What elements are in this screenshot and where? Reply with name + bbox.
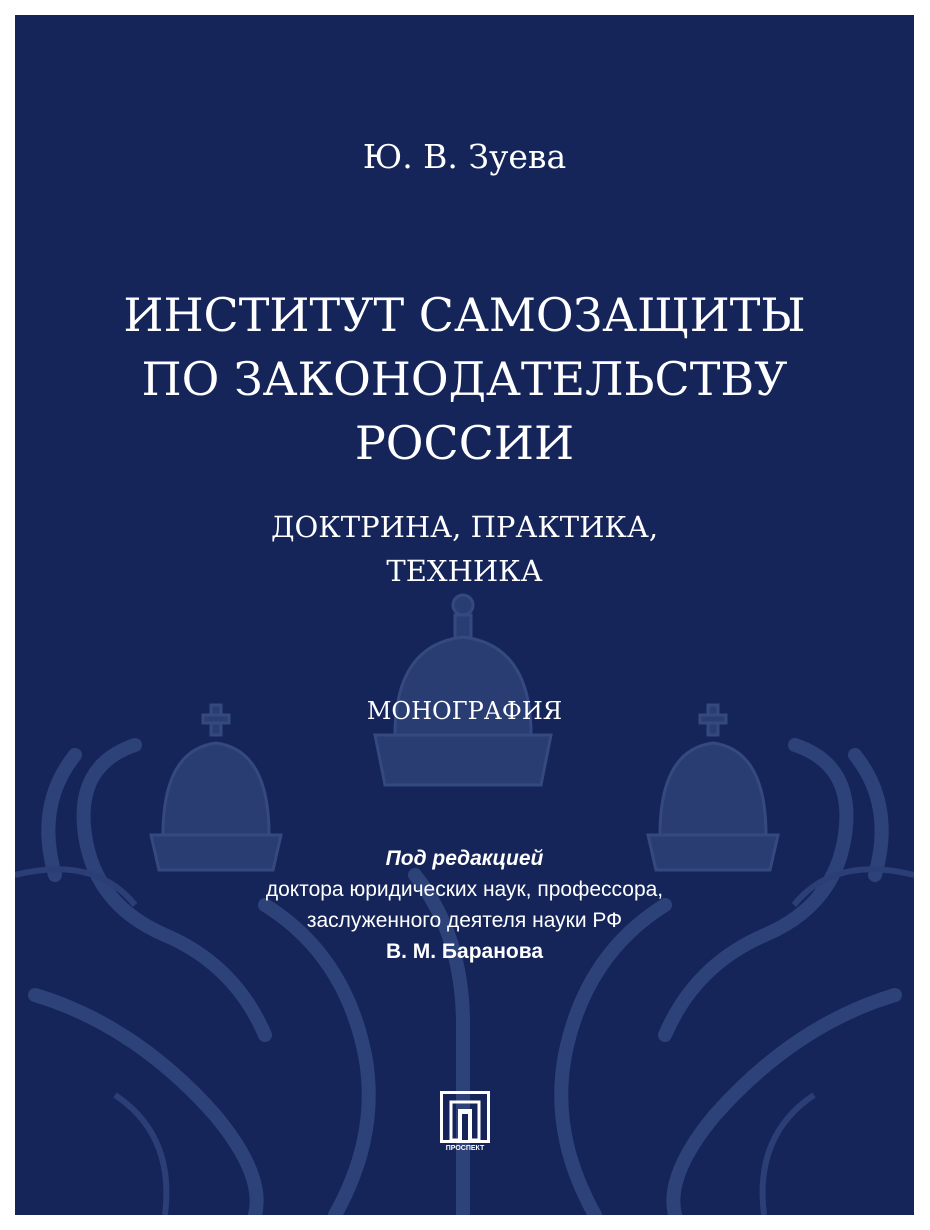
book-cover (15, 15, 914, 1215)
editors-label: Под редакцией (385, 847, 544, 870)
publisher-name: ПРОСПЕКТ (445, 1145, 485, 1152)
subtitle-line: ТЕХНИКА (386, 554, 543, 588)
editor-degree: доктора юридических наук, профессора, (265, 878, 664, 901)
author-name: Ю. В. Зуева (362, 137, 567, 176)
editors-block (15, 843, 914, 967)
publisher-logo-icon (440, 1091, 490, 1143)
editor-honor: заслуженного деятеля науки РФ (306, 909, 623, 932)
book-subtitle (15, 505, 914, 593)
editor-name: В. М. Баранова (385, 940, 544, 963)
publisher-logo (435, 1091, 495, 1157)
book-title (15, 283, 914, 475)
book-genre: МОНОГРАФИЯ (366, 697, 563, 725)
title-line: ПО ЗАКОНОДАТЕЛЬСТВУ (141, 352, 788, 406)
title-line: ИНСТИТУТ САМОЗАЩИТЫ (123, 288, 806, 342)
title-line: РОССИИ (354, 416, 575, 470)
subtitle-line: ДОКТРИНА, ПРАКТИКА, (270, 510, 659, 544)
